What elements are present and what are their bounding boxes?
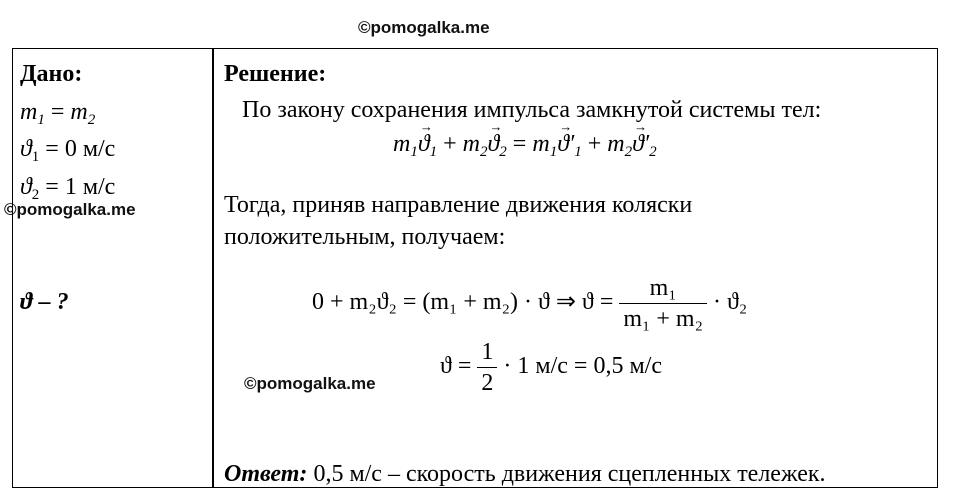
velocity-equation-right: · ϑ₂ [712,289,748,316]
answer-text: 0,5 м/с – скорость движения сцепленных тележек. [307,461,826,487]
result-fraction [477,340,497,395]
answer-line [224,462,826,486]
result-equation-left: ϑ = [440,353,472,380]
velocity-equation-left: 0 + m₂ϑ₂ = (m₁ + m₂) · ϑ ⇒ ϑ = [312,289,614,316]
watermark-middle: ©pomogalka.me [244,374,376,393]
solution-heading: Решение: [224,61,327,87]
velocity-fraction-numerator: m₁ [649,275,677,301]
solution-intro: По закону сохранения импульса замкнутой системы тел: [242,97,822,123]
velocity-equation [312,276,747,331]
solution-paragraph-line1: Тогда, приняв направление движения коляски [224,192,693,218]
velocity-fraction-denominator: m₁ + m₂ [619,303,707,331]
momentum-equation: $m_1ϑ \to_1 + m_2ϑ \to_2 = m_1ϑ \to'_1 + m_2ϑ \to'_2$ [393,132,657,156]
answer-label: Ответ: [224,461,308,487]
watermark-left: ©pomogalka.me [4,200,136,219]
solution-paragraph-line2: положительным, получаем: [224,224,506,250]
column-divider [212,48,214,488]
result-fraction-numerator: 1 [481,339,494,365]
given-line-masses: $m_1 = m_2$ [20,99,96,128]
given-question: ϑ – ? [20,289,69,315]
watermark-top: ©pomogalka.me [358,18,490,37]
given-line-v2: $ϑ_2 = 1$ м/с [20,174,116,203]
velocity-fraction [619,276,707,331]
given-heading: Дано: [20,61,83,87]
result-equation-right: · 1 м/с = 0,5 м/с [503,353,662,380]
result-fraction-denominator: 2 [477,367,497,395]
given-line-v1: $ϑ_1 = 0$ м/с [20,136,116,165]
result-equation [440,340,662,395]
